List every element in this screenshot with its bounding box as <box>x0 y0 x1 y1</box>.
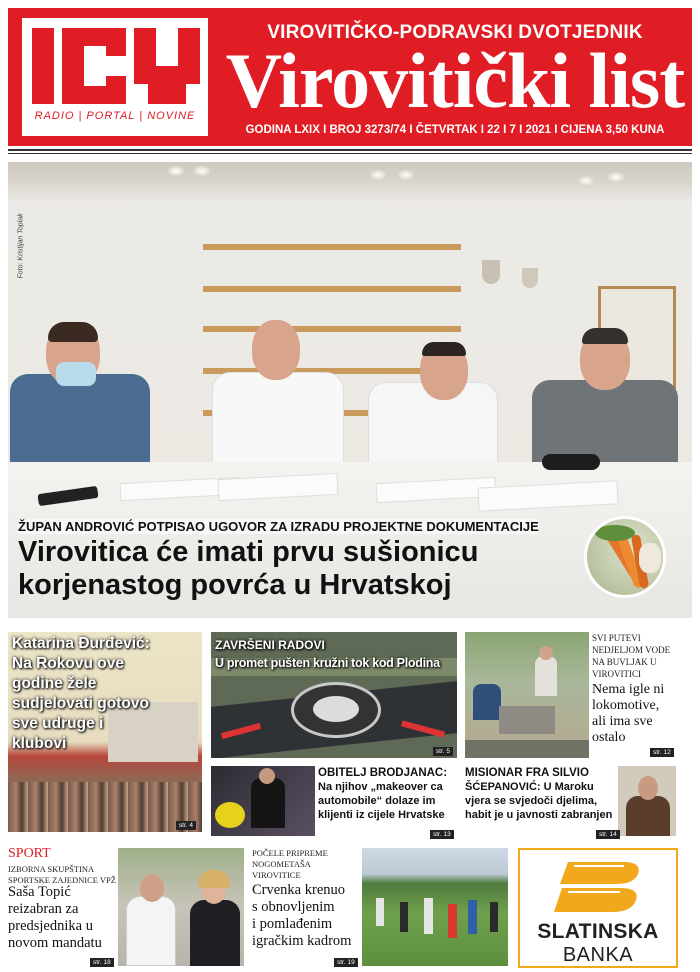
story-buvljak-photo[interactable] <box>465 632 589 758</box>
story-sport-photo[interactable] <box>118 848 244 966</box>
rokovo-headline: Katarina Đurđević: Na Rokovu ove godine žele sudjelovati gotovo sve udruge i klubovi <box>12 635 150 752</box>
bank-name-second: BANKA <box>562 944 634 966</box>
page-number: str. 19 <box>334 958 358 967</box>
issue-line: GODINA LXIX I BROJ 3273/74 I ČETVRTAK I 22 I 7 I 2021 I CIJENA 3,50 KUNA <box>245 124 665 136</box>
football-kicker: POČELE PRIPREME NOGOMETAŠA VIROVITICE <box>252 848 328 880</box>
buvljak-headline[interactable]: Nema igle ni lokomotive, ali ima sve ostalo <box>592 682 665 745</box>
logo-subtitle: RADIO | PORTAL | NOVINE <box>34 110 196 122</box>
divider <box>8 149 692 151</box>
bank-logo-icon <box>554 856 646 916</box>
photo-credit: Foto: Kristijan Toplak <box>17 213 25 279</box>
page-number: str. 5 <box>433 747 453 756</box>
lead-kicker: ŽUPAN ANDROVIĆ POTPISAO UGOVOR ZA IZRADU PROJEKTNE DOKUMENTACIJE <box>18 519 539 534</box>
story-brodjanac-photo[interactable] <box>211 766 315 836</box>
coat-of-arms-icon <box>482 260 500 284</box>
page-number: str. 18 <box>90 958 114 967</box>
icv-logo[interactable] <box>22 18 208 136</box>
ceiling-lamp-icon <box>608 172 624 182</box>
story-rokovo[interactable] <box>8 632 202 832</box>
masthead <box>8 8 692 146</box>
ceiling-lamp-icon <box>578 176 594 186</box>
ceiling-lamp-icon <box>398 170 414 180</box>
ceiling-lamp-icon <box>168 166 184 176</box>
lead-headline[interactable] <box>18 536 598 602</box>
missionary-headline[interactable]: MISIONAR FRA SILVIO ŠĆEPANOVIĆ: U Maroku vjera se svjedoči djelima, habit je u javnosti zabranjen <box>465 767 613 821</box>
ceiling-lamp-icon <box>194 166 210 176</box>
coat-of-arms-icon <box>522 268 538 288</box>
lead-headline-line: korjenastog povrća u Hrvatskoj <box>18 569 452 601</box>
page-number: str. 12 <box>650 748 674 757</box>
lead-story[interactable] <box>8 162 692 618</box>
roundabout-kicker: ZAVRŠENI RADOVI <box>215 638 325 652</box>
buvljak-kicker: SVI PUTEVI NEDJELJOM VODE NA BUVLJAK U VIROVITICI <box>592 633 671 679</box>
bank-name: SLATINSKA <box>537 920 659 943</box>
sport-kicker: IZBORNA SKUPŠTINA SPORTSKE ZAJEDNICE VPŽ <box>8 864 116 885</box>
story-missionary-photo[interactable] <box>618 766 676 836</box>
brodjanac-headline[interactable]: OBITELJ BRODJANAC: Na njihov „makeover ca automobile“ dolaze im klijenti iz cijele Hrvatske <box>318 767 448 821</box>
page-number: str. 14 <box>596 830 620 839</box>
slatinska-banka-ad[interactable] <box>518 848 678 968</box>
story-football-photo[interactable] <box>362 848 508 966</box>
tagline: VIROVITIČKO-PODRAVSKI DVOTJEDNIK <box>267 22 643 43</box>
divider <box>8 153 692 154</box>
roundabout-headline: U promet pušten kružni tok kod Plodina <box>215 656 440 670</box>
section-sport[interactable]: SPORT <box>8 846 51 861</box>
story-roundabout[interactable] <box>211 632 457 758</box>
carrots-inset-photo <box>584 516 666 598</box>
page-number: str. 4 <box>176 821 196 830</box>
newspaper-title[interactable]: Virovitički list <box>225 37 685 124</box>
glasses-case-icon <box>542 454 600 470</box>
football-headline[interactable]: Crvenka krenuo s obnovljenim i pomlađenim igračkim kadrom <box>252 882 352 949</box>
sport-headline[interactable]: Saša Topić reizabran za predsjednika u novom mandatu <box>8 884 102 951</box>
page-number: str. 13 <box>430 830 454 839</box>
ceiling-lamp-icon <box>370 170 386 180</box>
lead-headline-line: Virovitica će imati prvu sušionicu <box>18 536 479 568</box>
